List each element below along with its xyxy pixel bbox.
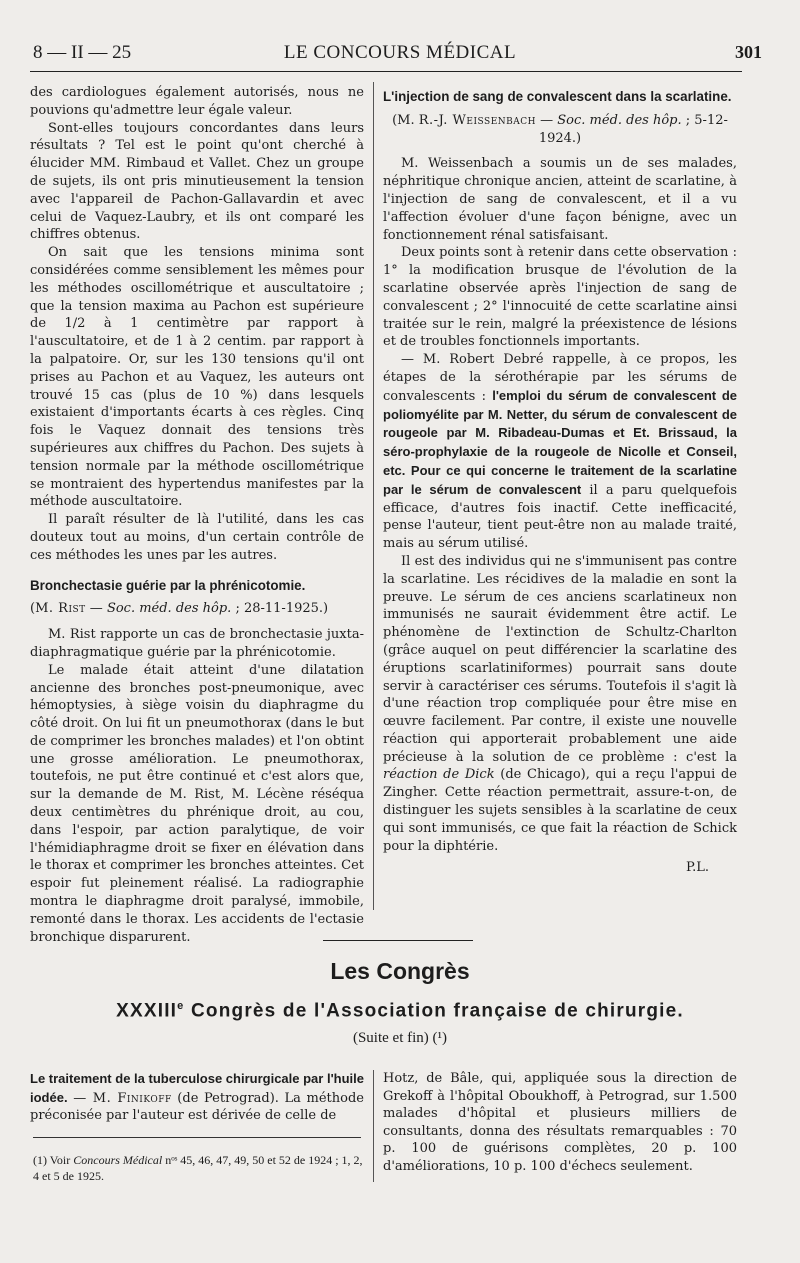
ordinal-suffix: e [177,1000,185,1012]
italic-text-run: Concours Médical [73,1153,163,1167]
ref-author: M. Rist [35,601,86,617]
paragraph: Sont-elles toujours concordantes dans leurs résultats ? Tel est le point qu'ont cherché à élucider MM. Rimbaud et Vallet. Chez un groupe de sujets, ils ont pris minutieusement la tension avec l'appareil de Pachon-Gallavardin et avec celui de Vaquez-Laubry, et ils ont comparé les chiffres obtenus. [30,120,364,243]
issue-date: 8 — II — 25 [33,42,132,63]
text-run: nᵒˢ 45, 46, 47, 49, 50 et 52 de 1924 ; 1, 2, 4 et 5 de 1925. [33,1153,363,1183]
congress-name: Congrès de l'Association française de chirurgie. [184,1000,684,1022]
left-column [30,84,364,946]
article-reference: (M. Rist — Soc. méd. des hôp. ; 28-11-1925.) [30,601,329,617]
right-column [383,88,737,877]
footnote-rule [33,1137,361,1138]
bottom-left-column [30,1070,364,1125]
page-number: 301 [735,42,762,62]
section-rule [323,940,473,941]
paragraph: Hotz, de Bâle, qui, appliquée sous la direction de Grekoff à l'hôpital Oboukhoff, à Petrograd, sur 1.500 malades d'hôpital et plusieurs milliers de consultants, donna des résultats remarquables : 70 p. 100 de guérisons complètes, 20 p. 100 d'améliorations, 10 p. 100 d'échecs seulement. [383,1071,737,1174]
running-header [0,42,800,66]
article-reference: (M. R.-J. Weissenbach — Soc. méd. des hôp. ; 5-12-1924.) [392,112,728,146]
congress-title [0,1000,800,1022]
ref-author: R.-J. Weissenbach [418,112,536,128]
ref-date: 5-12-1924.) [538,112,728,146]
footnote [33,1152,363,1184]
paragraph [383,351,737,553]
ref-source: Soc. méd. des hôp. [106,601,232,617]
paragraph: Deux points sont à retenir dans cette observation : 1° la modification brusque de l'évolution de la scarlatine observée après l'injection de sang de convalescent ; 2° l'innocuité de cette scarlatine ainsi traitée sur le rein, malgré la préexistence de lésions et de troubles fonctionnels importants. [383,245,737,350]
text-run: (1) Voir [33,1153,74,1167]
paragraph: M. Rist rapporte un cas de bronchectasie juxta-diaphragmatique guérie par la phrénicotomie. [30,627,364,660]
italic-text-run: réaction de Dick [383,767,495,783]
text-run: Il est des individus qui ne s'immunisent pas contre la scarlatine. Les récidives de la maladie en sont la preuve. Le sérum de ces anciens scarlatineux non immunisés ne saurait évidemment être actif. Le phénomène de l'extinction de Schultz-Charlton (grâce auquel on peut différencier la scarlatine des éruptions scarlatiniformes) pourrait sans doute servir à caractériser ces sérums. Toutefois il s'agit là d'une réaction trop compliquée pour être mise en œuvre facilement. Par contre, il existe une nouvelle réaction qui apporterait probablement une aide précieuse à la solution de ce problème : c'est la [383,553,737,765]
text-run: (de Chicago), qui a reçu l'appui de Zingher. Cette réaction permettrait, assure-t-on, de distinguer les sujets sensibles à la scarlatine de ceux qui sont immunisés, ce que fait la réaction de Schick pour la diphtérie. [383,767,737,854]
section-title: Les Congrès [330,958,470,984]
article-heading: Bronchectasie guérie par la phrénicotomie. [30,577,306,593]
article-heading: L'injection de sang de convalescent dans la scarlatine. [383,89,732,104]
bottom-right-column [383,1070,737,1175]
text-run: — M. Robert Debré rappelle, à ce propos, les étapes de la sérothérapie par les sérums de convalescents : [383,352,737,404]
paragraph: des cardiologues également autorisés, nous ne pouvions qu'admettre leur égale valeur. [30,85,364,118]
paragraph [383,553,737,856]
continuation-note: (Suite et fin) (¹) [352,1030,448,1046]
article-author: — M. Finikoff [73,1090,172,1106]
paragraph: Le malade était atteint d'une dilatation ancienne des bronches post-pneumonique, avec hémoptysies, à siège voisin du diaphragme du côté droit. On lui fit un pneumothorax (dans le but de comprimer les bronches malades) et l'on obtint une grosse amélioration. Le pneumothorax, toutefois, ne put être continué et c'est alors que, sur la demande de M. Rist, M. Lécène réséqua deux centimètres du phrénique droit, au cou, dans l'espoir, par action paralytique, de voir l'hémidiaphragme droit se fixer en élévation dans le thorax et comprimer les bronches atteintes. Cet espoir fut pleinement réalisé. La radiographie montra le diaphragme droit paralysé, immobile, remonté dans le thorax. Les accidents de l'ectasie bronchique disparurent. [30,662,364,945]
paragraph: M. Weissenbach a soumis un de ses malades, néphritique chronique ancien, atteint de scarlatine, à l'injection de sang de convalescent, et il a vu l'affection évoluer d'une façon bénigne, avec un fonctionnement rénal satisfaisant. [383,156,737,243]
paragraph: On sait que les tensions minima sont considérées comme sensiblement les mêmes pour les méthodes oscillométrique et auscultatoire ; que la tension maxima au Pachon est supérieure de 1/2 à 1 centimètre par rapport à l'auscultatoire, et de 1 à 2 centim. par rapport à la palpatoire. Or, sur les 130 tensions qu'il ont prises au Pachon et au Vaquez, les auteurs ont trouvé 15 cas (plus de 10 %) dans lesquels existaient d'importants écarts à ces règles. Cinq fois le Vaquez donnait des tensions très supérieures aux chiffres du Pachon. Des sujets à tension normale par la méthode oscillométrique se montraient des hypertendus manifestes par la méthode auscultatoire. [30,245,364,510]
signature: P.L. [685,860,709,876]
text-run: (de Petrograd). La méthode préconisée par l'auteur est dérivée de celle de [30,1090,364,1123]
ref-source: Soc. méd. des hôp. [557,112,682,128]
article-heading: Le traitement de la tuberculose chirurgicale par l'huile iodée. [30,1071,364,1105]
column-divider [373,82,374,910]
header-rule [30,71,742,72]
journal-title: LE CONCOURS MÉDICAL [283,42,517,63]
paragraph [30,1070,364,1125]
ref-date: ; 28-11-1925.) [235,601,329,617]
bold-text-run: l'emploi du sérum de convalescent de poliomyélite par M. Netter, du sérum de convalescent de rougeole par M. Ribadeau-Dumas et Et. Brissaud, la séro-prophylaxie de la rougeole de Nicolle et Conseil, etc. Pour ce qui concerne le traitement de la scarlatine par le sérum de convalescent [383,387,738,497]
congress-number: XXXIII [116,1000,178,1022]
column-divider [373,1070,374,1182]
text-run: il a paru quelquefois efficace, d'autres fois inactif. Cette inefficacité, pense l'auteur, tient peut-être non au malade traité, mais au sérum utilisé. [383,482,737,552]
paragraph: Il paraît résulter de là l'utilité, dans les cas douteux tout au moins, d'un certain contrôle de ces méthodes les unes par les autres. [30,512,364,563]
